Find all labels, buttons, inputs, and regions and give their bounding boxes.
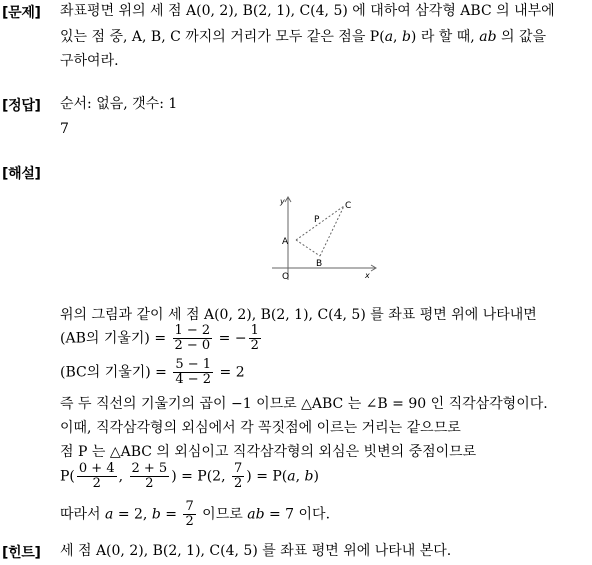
solution-text: P(	[60, 468, 75, 485]
hint-line-1: 세 점 A(0, 2), B(2, 1), C(4, 5) 를 좌표 평면 위에 나타내 본다.	[60, 543, 452, 559]
numerator: 1	[250, 323, 259, 338]
solution-text: (BC의 기울기) =	[60, 364, 172, 381]
numerator: 7	[234, 461, 243, 476]
var-b: b	[151, 506, 161, 523]
fraction	[130, 462, 170, 491]
solution-text: 따라서	[60, 506, 106, 523]
solution-line-6: 점 P 는 △ABC 의 외심이고 직각삼각형의 외심은 빗변의 중점이므로	[60, 444, 477, 460]
segment-AC	[296, 206, 344, 240]
solution-text: ) = P(2,	[171, 468, 230, 485]
denominator: 2	[145, 476, 154, 491]
problem-text: 있는 점 중, A, B, C 까지의 거리가 모두 같은 점을 P(	[60, 29, 385, 45]
var-a: a	[105, 506, 114, 523]
solution-text: ,	[118, 468, 128, 485]
solution-line-1: 위의 그림과 같이 세 점 A(0, 2), B(2, 1), C(4, 5) 를 좌표 평면 위에 나타내면	[60, 307, 537, 323]
origin-label: O	[282, 272, 290, 282]
denominator: 2	[92, 476, 101, 491]
point-P-label: P	[314, 215, 320, 225]
point-A-label: A	[282, 237, 289, 247]
point-C-label: C	[345, 201, 352, 211]
numerator: 2 + 5	[131, 461, 168, 476]
var-b: b	[401, 29, 411, 45]
answer-line-2: 7	[60, 121, 69, 137]
solution-text: = 2	[215, 364, 245, 381]
solution-tag: [해설]	[2, 166, 41, 182]
fraction	[173, 358, 213, 387]
numerator: 7	[185, 499, 194, 514]
x-label: x	[365, 271, 370, 280]
solution-line-5: 이때, 직각삼각형의 외심에서 각 꼭짓점에 이르는 거리는 같으므로	[60, 420, 461, 436]
solution-line-3	[60, 358, 245, 387]
fraction	[173, 324, 213, 353]
var-a: a	[287, 468, 296, 485]
solution-text: = 2,	[113, 506, 152, 523]
problem-line-1: 좌표평면 위의 세 점 A(0, 2), B(2, 1), C(4, 5) 에 대하여 삼각형 ABC 의 내부에	[60, 3, 555, 19]
denominator: 4 − 2	[175, 372, 212, 387]
fraction	[249, 324, 261, 353]
numerator: 5 − 1	[175, 357, 212, 372]
var-ab: ab	[247, 506, 265, 523]
problem-text: ) 라 할 때,	[410, 29, 480, 45]
var-b: b	[304, 468, 314, 485]
fraction	[232, 462, 244, 491]
var-a: a	[384, 29, 394, 45]
y-label: y	[280, 197, 285, 206]
solution-text: )	[313, 468, 319, 485]
problem-text: 의 값을	[496, 29, 547, 45]
var-ab: ab	[479, 29, 497, 45]
solution-text: = −	[214, 330, 247, 347]
answer-line-1: 순서: 없음, 갯수: 1	[60, 96, 178, 112]
numerator: 1 − 2	[174, 323, 211, 338]
point-B-label: B	[316, 259, 323, 269]
solution-text: = 7 이다.	[264, 506, 331, 523]
answer-tag: [정답]	[2, 98, 41, 114]
problem-tag: [문제]	[2, 5, 41, 21]
solution-line-8	[60, 500, 330, 529]
hint-tag: [힌트]	[2, 545, 41, 561]
coordinate-figure	[268, 192, 380, 284]
denominator: 2 − 0	[174, 338, 211, 353]
segment-AB	[296, 240, 320, 256]
problem-text: ,	[393, 29, 402, 45]
fraction	[183, 500, 195, 529]
denominator: 2	[250, 338, 259, 353]
solution-line-4: 즉 두 직선의 기울기의 곱이 −1 이므로 △ABC 는 ∠B = 90 인 직각삼각형이다.	[60, 396, 548, 412]
solution-text: (AB의 기울기) =	[60, 330, 171, 347]
solution-line-2	[60, 324, 263, 353]
denominator: 2	[185, 514, 194, 529]
problem-line-2	[60, 28, 546, 46]
problem-line-3: 구하여라.	[60, 53, 119, 69]
solution-text: =	[160, 506, 182, 523]
solution-text: ,	[295, 468, 305, 485]
fraction	[77, 462, 117, 491]
denominator: 2	[234, 476, 243, 491]
solution-text: ) = P(	[246, 468, 288, 485]
numerator: 0 + 4	[78, 461, 115, 476]
solution-line-7	[60, 462, 319, 491]
solution-text: 이므로	[197, 506, 248, 523]
segment-BC	[320, 206, 344, 256]
